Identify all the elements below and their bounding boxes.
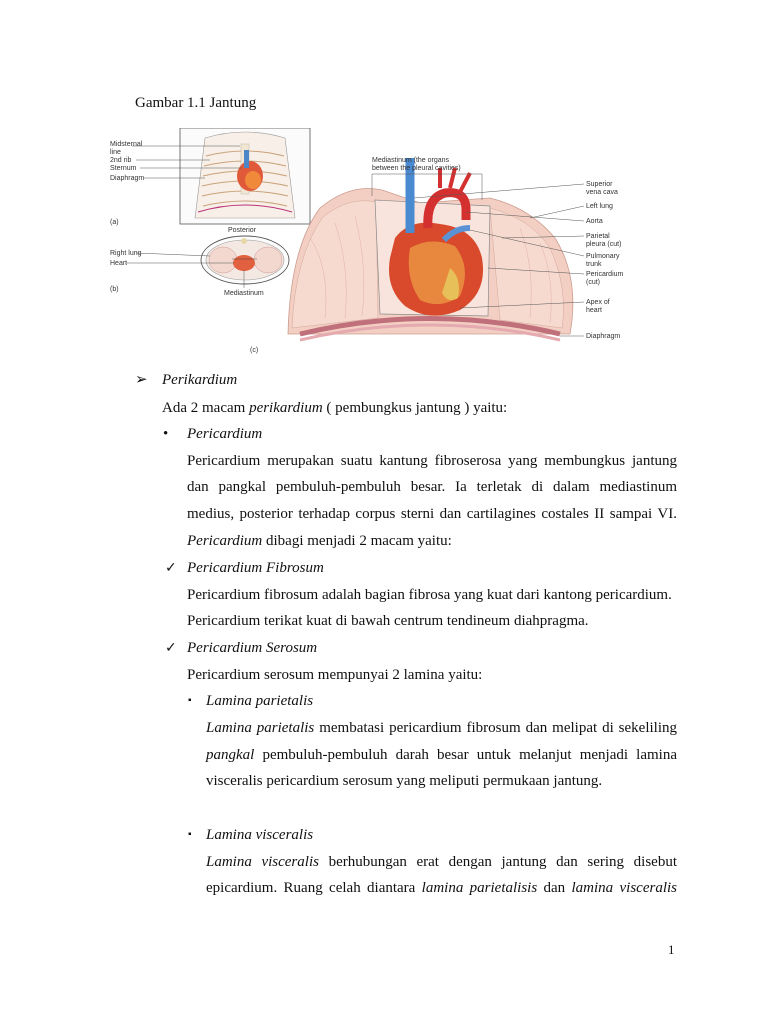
- svg-text:Parietal: Parietal: [586, 233, 610, 240]
- pericardium-line-2: dan pangkal pembuluh-pembuluh besar. Ia terletak di dalam mediastinum: [187, 479, 677, 495]
- label-right-lung: Right lung: [110, 250, 142, 257]
- right-label-left-lung: [530, 203, 613, 218]
- svg-text:pleura (cut): pleura (cut): [586, 241, 622, 248]
- label-mediastinum-c-2: between the pleural cavities): [372, 165, 461, 172]
- round-bullet-icon: •: [163, 426, 169, 442]
- svg-text:Apex of: Apex of: [586, 299, 610, 306]
- label-sternum: Sternum: [110, 165, 137, 172]
- svg-text:Superior: Superior: [586, 181, 613, 188]
- label-posterior: Posterior: [228, 227, 257, 234]
- figure-caption: Gambar 1.1 Jantung: [135, 95, 257, 111]
- parietalis-line-2: pangkal pembuluh-pembuluh darah besar untuk melanjut menjadi lamina: [206, 747, 677, 763]
- label-heart-b: Heart: [110, 260, 128, 267]
- page-number: 1: [668, 942, 675, 957]
- parietalis-line-3: visceralis pericardium serosum yang meliputi permukaan jantung.: [206, 773, 603, 789]
- panel-a-thorax: [180, 128, 310, 224]
- label-mediastinum-c-1: Mediastinum (the organs: [372, 157, 450, 164]
- svg-text:vena cava: vena cava: [586, 189, 618, 196]
- svg-text:Left lung: Left lung: [586, 203, 613, 210]
- label-midsternal-line-2: line: [110, 149, 121, 156]
- title-lamina-visceralis: Lamina visceralis: [206, 827, 314, 843]
- panel-c-tag: (c): [250, 347, 259, 354]
- parietalis-line-1: Lamina parietalis membatasi pericardium fibrosum dan melipat di sekeliling: [206, 720, 677, 736]
- square-bullet-icon: ▪: [188, 829, 192, 840]
- checkmark-icon: ✓: [165, 559, 177, 575]
- panel-b-tag: (b): [110, 286, 119, 293]
- fibrosum-line-2: Pericardium terikat kuat di bawah centrum tendineum diahpragma.: [187, 613, 589, 629]
- label-2nd-rib: 2nd rib: [110, 157, 132, 164]
- visceralis-line-1: Lamina visceralis berhubungan erat dengan jantung dan sering disebut: [206, 854, 677, 870]
- checkmark-icon: ✓: [165, 639, 177, 655]
- visceralis-line-2: epicardium. Ruang celah diantara lamina parietalisis dan lamina visceralis: [206, 880, 677, 896]
- svg-text:Diaphragm: Diaphragm: [586, 333, 621, 340]
- panel-b-cross-section: [201, 227, 289, 284]
- title-lamina-parietalis: Lamina parietalis: [206, 693, 314, 709]
- square-bullet-icon: ▪: [188, 695, 192, 706]
- svg-text:Aorta: Aorta: [586, 218, 603, 225]
- panel-c-illustration: [288, 158, 573, 340]
- svg-text:Pericardium: Pericardium: [586, 271, 624, 278]
- svg-text:trunk: trunk: [586, 261, 602, 268]
- label-mediastinum-b: Mediastinum: [224, 290, 264, 297]
- fibrosum-line-1: Pericardium fibrosum adalah bagian fibrosa yang kuat dari kantong pericardium.: [187, 587, 672, 603]
- pericardium-line-4: Pericardium dibagi menjadi 2 macam yaitu:: [187, 533, 452, 549]
- pericardium-line-1: Pericardium merupakan suatu kantung fibroserosa yang membungkus jantung: [187, 453, 677, 469]
- pericardium-line-3: medius, posterior terhadap corpus sterni dan cartilagines costales II sampai VI.: [187, 506, 677, 522]
- perikardium-intro: Ada 2 macam perikardium ( pembungkus jantung ) yaitu:: [162, 400, 508, 416]
- heart-anatomy-figure: [110, 128, 650, 356]
- title-pericardium-serosum: Pericardium Serosum: [187, 640, 318, 656]
- svg-text:(cut): (cut): [586, 279, 600, 286]
- section-title-perikardium: Perikardium: [162, 372, 238, 388]
- label-diaphragm-a: Diaphragm: [110, 175, 145, 182]
- label-midsternal-line-1: Midsternal: [110, 141, 143, 148]
- arrow-bullet-icon: ➢: [135, 372, 148, 388]
- panel-a-tag: (a): [110, 219, 119, 226]
- svg-text:Pulmonary: Pulmonary: [586, 253, 620, 260]
- serosum-line-1: Pericardium serosum mempunyai 2 lamina yaitu:: [187, 667, 483, 683]
- subsection-title-pericardium: Pericardium: [187, 426, 263, 442]
- title-pericardium-fibrosum: Pericardium Fibrosum: [187, 560, 324, 576]
- svg-text:heart: heart: [586, 307, 602, 314]
